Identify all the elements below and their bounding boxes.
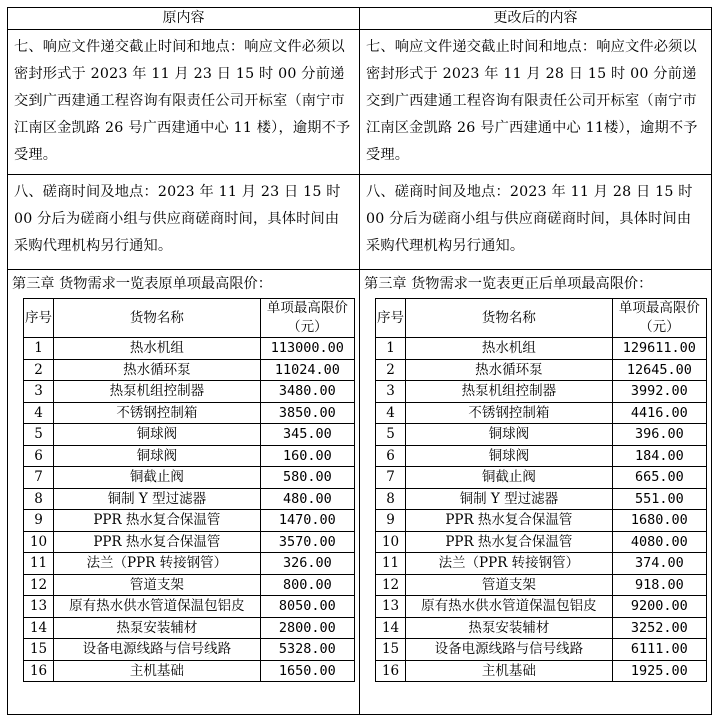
item-price: 1925.00 xyxy=(612,660,706,682)
table-row xyxy=(24,424,355,446)
item-name: 铜制 Y 型过滤器 xyxy=(54,488,261,510)
table-row xyxy=(376,424,707,446)
item-no: 8 xyxy=(24,488,54,510)
table-header-row xyxy=(376,299,707,338)
item-price: 113000.00 xyxy=(260,338,354,360)
item-no: 16 xyxy=(24,660,54,682)
item-price: 11024.00 xyxy=(260,359,354,381)
section7-revised: 七、响应文件递交截止时间和地点：响应文件必须以密封形式于 2023 年 11 月 28 日 15 时 00 分前递交到广西建通工程咨询有限责任公司开标室（南宁市江南区金凯路 26 号广西建通中心 11楼），逾期不予受理。 xyxy=(360,30,712,175)
table-row xyxy=(376,445,707,467)
item-price: 2800.00 xyxy=(260,617,354,639)
item-name: PPR 热水复合保温管 xyxy=(406,531,613,553)
item-price: 3570.00 xyxy=(260,531,354,553)
item-no: 4 xyxy=(376,402,406,424)
table-row xyxy=(376,660,707,682)
price-cell-original xyxy=(8,270,360,715)
table-row xyxy=(376,488,707,510)
table-row xyxy=(376,531,707,553)
chapter-title-original: 第三章 货物需求一览表原单项最高限价： xyxy=(12,276,272,292)
table-header-row xyxy=(24,299,355,338)
item-name: 热水循环泵 xyxy=(54,359,261,381)
table-row xyxy=(24,617,355,639)
item-name: 法兰（PPR 转接钢管） xyxy=(54,553,261,575)
table-row xyxy=(24,381,355,403)
item-no: 8 xyxy=(376,488,406,510)
item-no: 7 xyxy=(24,467,54,489)
item-name: 铜截止阀 xyxy=(54,467,261,489)
item-name: 热水循环泵 xyxy=(406,359,613,381)
item-name: 法兰（PPR 转接钢管） xyxy=(406,553,613,575)
table-row xyxy=(24,402,355,424)
section8-revised: 八、磋商时间及地点：2023 年 11 月 28 日 15 时 00 分后为磋商小组与供应商磋商时间，具体时间由采购代理机构另行通知。 xyxy=(360,175,712,270)
item-no: 3 xyxy=(376,381,406,403)
header-no: 序号 xyxy=(24,299,54,338)
item-name: 铜球阀 xyxy=(406,424,613,446)
item-no: 15 xyxy=(376,639,406,661)
item-price: 5328.00 xyxy=(260,639,354,661)
table-row xyxy=(24,445,355,467)
item-name: 不锈钢控制箱 xyxy=(406,402,613,424)
item-name: 管道支架 xyxy=(406,574,613,596)
table-row xyxy=(24,574,355,596)
item-name: 不锈钢控制箱 xyxy=(54,402,261,424)
item-no: 10 xyxy=(24,531,54,553)
item-price: 580.00 xyxy=(260,467,354,489)
item-no: 15 xyxy=(24,639,54,661)
table-row xyxy=(376,402,707,424)
item-no: 12 xyxy=(24,574,54,596)
table-row xyxy=(376,467,707,489)
table-row xyxy=(24,359,355,381)
table-row xyxy=(376,639,707,661)
item-name: 铜球阀 xyxy=(406,445,613,467)
item-price: 665.00 xyxy=(612,467,706,489)
item-no: 1 xyxy=(24,338,54,360)
item-name: PPR 热水复合保温管 xyxy=(406,510,613,532)
item-price: 551.00 xyxy=(612,488,706,510)
header-no: 序号 xyxy=(376,299,406,338)
item-name: 主机基础 xyxy=(54,660,261,682)
table-row xyxy=(24,596,355,618)
table-row xyxy=(24,639,355,661)
item-no: 5 xyxy=(24,424,54,446)
item-name: 铜截止阀 xyxy=(406,467,613,489)
table-row xyxy=(24,660,355,682)
item-price: 4080.00 xyxy=(612,531,706,553)
table-row xyxy=(376,510,707,532)
table-row xyxy=(376,617,707,639)
item-no: 9 xyxy=(24,510,54,532)
item-price: 918.00 xyxy=(612,574,706,596)
header-name: 货物名称 xyxy=(406,299,613,338)
item-price: 129611.00 xyxy=(612,338,706,360)
price-table-original xyxy=(23,298,355,682)
table-row xyxy=(376,574,707,596)
header-price: 单项最高限价（元） xyxy=(260,299,354,338)
item-price: 326.00 xyxy=(260,553,354,575)
item-price: 3850.00 xyxy=(260,402,354,424)
item-price: 3992.00 xyxy=(612,381,706,403)
item-name: 原有热水供水管道保温包铝皮 xyxy=(54,596,261,618)
chapter-title-revised: 第三章 货物需求一览表更正后单项最高限价： xyxy=(364,276,653,292)
table-row xyxy=(376,596,707,618)
table-row xyxy=(24,338,355,360)
item-name: 管道支架 xyxy=(54,574,261,596)
item-name: 热水机组 xyxy=(406,338,613,360)
item-no: 4 xyxy=(24,402,54,424)
item-name: 热泵安装辅材 xyxy=(54,617,261,639)
item-price: 184.00 xyxy=(612,445,706,467)
item-price: 1470.00 xyxy=(260,510,354,532)
item-no: 13 xyxy=(376,596,406,618)
item-price: 374.00 xyxy=(612,553,706,575)
item-no: 1 xyxy=(376,338,406,360)
item-no: 9 xyxy=(376,510,406,532)
item-price: 160.00 xyxy=(260,445,354,467)
table-row xyxy=(24,488,355,510)
item-name: 设备电源线路与信号线路 xyxy=(54,639,261,661)
item-price: 4416.00 xyxy=(612,402,706,424)
item-price: 6111.00 xyxy=(612,639,706,661)
item-price: 8050.00 xyxy=(260,596,354,618)
item-name: 铜球阀 xyxy=(54,445,261,467)
header-price: 单项最高限价（元） xyxy=(612,299,706,338)
header-name: 货物名称 xyxy=(54,299,261,338)
item-name: 铜球阀 xyxy=(54,424,261,446)
item-no: 3 xyxy=(24,381,54,403)
item-price: 396.00 xyxy=(612,424,706,446)
price-table-revised xyxy=(375,298,707,682)
item-no: 10 xyxy=(376,531,406,553)
table-row xyxy=(376,359,707,381)
item-price: 3480.00 xyxy=(260,381,354,403)
table-row xyxy=(376,381,707,403)
item-name: 主机基础 xyxy=(406,660,613,682)
item-no: 6 xyxy=(24,445,54,467)
item-name: 热水机组 xyxy=(54,338,261,360)
item-price: 1680.00 xyxy=(612,510,706,532)
item-price: 345.00 xyxy=(260,424,354,446)
item-no: 13 xyxy=(24,596,54,618)
item-price: 1650.00 xyxy=(260,660,354,682)
item-no: 11 xyxy=(24,553,54,575)
section8-original: 八、磋商时间及地点：2023 年 11 月 23 日 15 时 00 分后为磋商小组与供应商磋商时间，具体时间由采购代理机构另行通知。 xyxy=(8,175,360,270)
item-no: 6 xyxy=(376,445,406,467)
item-name: 热泵机组控制器 xyxy=(54,381,261,403)
header-original: 原内容 xyxy=(8,8,360,30)
item-name: PPR 热水复合保温管 xyxy=(54,531,261,553)
table-row xyxy=(24,553,355,575)
comparison-table xyxy=(7,7,712,715)
item-no: 12 xyxy=(376,574,406,596)
item-name: 设备电源线路与信号线路 xyxy=(406,639,613,661)
item-name: 原有热水供水管道保温包铝皮 xyxy=(406,596,613,618)
item-no: 16 xyxy=(376,660,406,682)
item-no: 14 xyxy=(376,617,406,639)
section7-original: 七、响应文件递交截止时间和地点：响应文件必须以密封形式于 2023 年 11 月 23 日 15 时 00 分前递交到广西建通工程咨询有限责任公司开标室（南宁市江南区金凯路 26 号广西建通中心 11 楼），逾期不予受理。 xyxy=(8,30,360,175)
item-name: 热泵安装辅材 xyxy=(406,617,613,639)
item-price: 480.00 xyxy=(260,488,354,510)
table-row xyxy=(24,531,355,553)
item-no: 7 xyxy=(376,467,406,489)
item-price: 12645.00 xyxy=(612,359,706,381)
table-row xyxy=(24,467,355,489)
item-name: PPR 热水复合保温管 xyxy=(54,510,261,532)
table-row xyxy=(24,510,355,532)
item-price: 800.00 xyxy=(260,574,354,596)
item-price: 3252.00 xyxy=(612,617,706,639)
table-row xyxy=(376,553,707,575)
item-price: 9200.00 xyxy=(612,596,706,618)
item-no: 2 xyxy=(376,359,406,381)
item-no: 2 xyxy=(24,359,54,381)
item-no: 14 xyxy=(24,617,54,639)
price-cell-revised xyxy=(360,270,712,715)
item-no: 5 xyxy=(376,424,406,446)
table-row xyxy=(376,338,707,360)
item-name: 铜制 Y 型过滤器 xyxy=(406,488,613,510)
item-no: 11 xyxy=(376,553,406,575)
header-revised: 更改后的内容 xyxy=(360,8,712,30)
item-name: 热泵机组控制器 xyxy=(406,381,613,403)
